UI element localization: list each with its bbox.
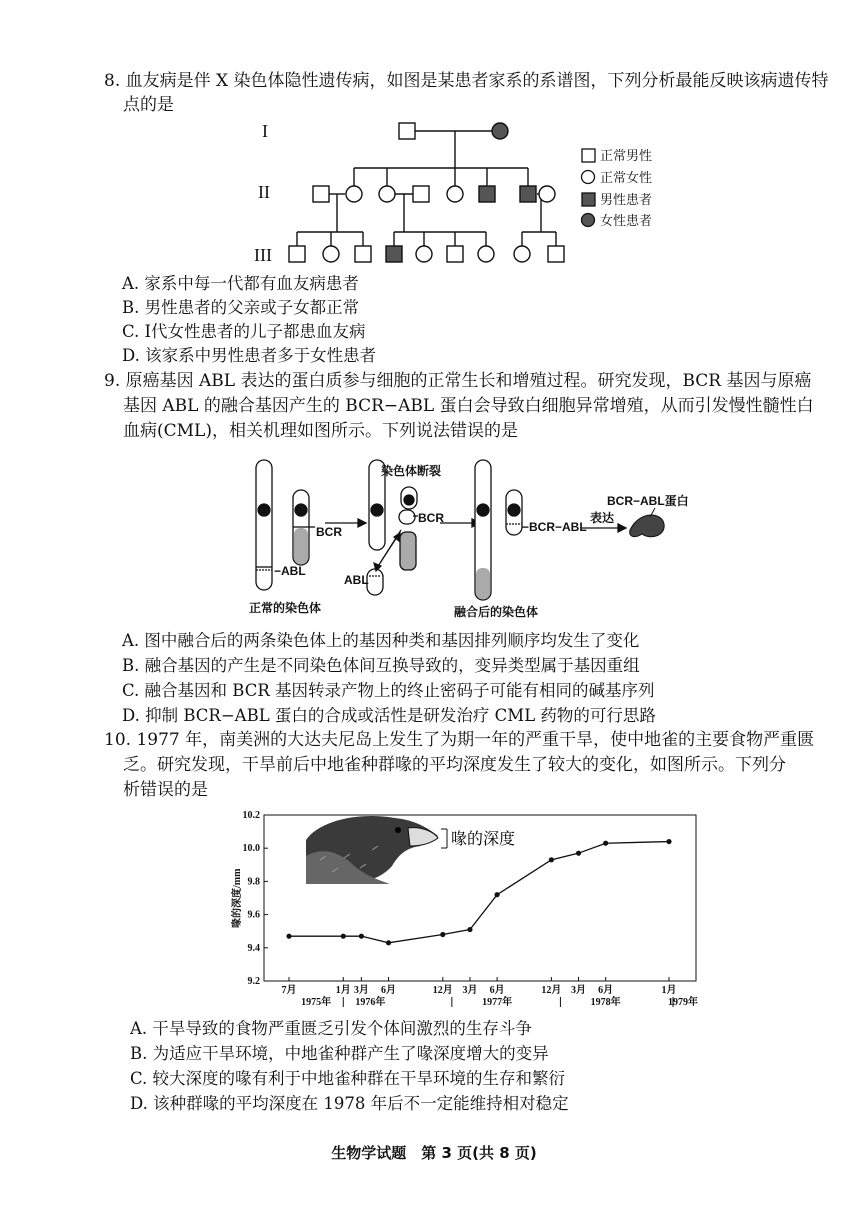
legend-affected-female: 女性患者 [600,214,653,229]
y-tick-label: 10.2 [242,810,260,821]
bcr-abl-label: −BCR−ABL [522,520,587,534]
normal-female-symbol [323,246,339,262]
x-tick-label: 3月 [462,985,478,996]
q9-option-c: C. 融合基因和 BCR 基因转录产物上的终止密码子可能有相同的碱基序列 [122,681,655,700]
normal-female-symbol [478,246,494,262]
generation-label-ii: II [258,182,270,202]
normal-female-symbol [447,186,463,202]
data-point [467,927,472,932]
y-tick-label: 9.6 [247,909,260,921]
q10-stem-line1: 10. 1977 年，南美洲的大达夫尼岛上发生了为期一年的严重干旱，使中地雀的主要食物严重匮 [104,730,815,750]
legend-normal-male: 正常男性 [600,149,653,164]
legend-normal-female: 正常女性 [600,171,653,186]
normal-male-symbol [548,246,564,262]
q10-stem-line3: 析错误的是 [123,780,208,800]
pedigree-individuals [289,123,564,262]
x-year-label: 1975年 [301,997,332,1008]
abl-label-normal: −ABL [274,564,306,578]
normal-female-symbol [346,186,362,202]
x-tick-label: 3月 [571,985,587,996]
beak-depth-label: 喙的深度 [451,829,516,848]
x-tick-label: 1月 [335,985,351,996]
q8-stem-line2: 点的是 [123,95,174,115]
page-footer: 生物学试题 第 3 页(共 8 页) [331,1144,537,1162]
chromosome-break-label: 染色体断裂 [381,464,442,478]
normal-female-symbol [379,186,395,202]
normal-male-symbol [313,186,329,202]
normal-male-symbol [447,246,463,262]
affected-female-symbol [492,123,508,139]
y-axis-label: 喙的深度/mm [232,868,243,928]
data-point [494,892,499,897]
data-point [440,932,445,937]
x-tick-label: 1月 [661,985,677,996]
x-year-label: 1976年 [355,997,386,1008]
x-tick-label: 6月 [598,985,614,996]
pedigree-diagram [0,110,868,280]
q8-option-b: B. 男性患者的父亲或子女都正常 [122,298,360,317]
q9-stem-line3: 血病(CML)，相关机理如图所示。下列说法错误的是 [123,421,518,441]
normal-male-symbol [355,246,371,262]
express-label: 表达 [590,511,615,525]
y-tick-label: 9.4 [247,942,260,954]
x-tick-label: 12月 [432,985,453,996]
legend-affected-male: 男性患者 [600,193,653,208]
x-tick-label: 12月 [541,985,562,996]
x-tick-label: 6月 [381,985,397,996]
y-tick-label: 9.8 [247,876,260,888]
q10-option-b: B. 为适应干旱环境，中地雀种群产生了喙深度增大的变异 [130,1044,549,1063]
x-tick-label: 3月 [353,985,369,996]
q10-option-d: D. 该种群喙的平均深度在 1978 年后不一定能维持相对稳定 [130,1094,569,1113]
data-point [576,851,581,856]
normal-male-symbol [413,186,429,202]
affected-male-symbol [386,246,402,262]
x-year-label: 1978年 [590,997,621,1008]
data-point [666,839,671,844]
q9-option-a: A. 图中融合后的两条染色体上的基因种类和基因排列顺序均发生了变化 [122,631,640,650]
generation-label-iii: III [254,245,272,265]
y-tick-label: 10.0 [242,843,260,855]
beak-depth-chart [0,800,868,1020]
x-axis [282,977,699,1008]
q8-option-d: D. 该家系中男性患者多于女性患者 [122,346,377,365]
data-point [603,841,608,846]
pedigree-legend [582,148,653,229]
data-point [286,934,291,939]
normal-female-symbol [514,246,530,262]
q10-stem-line2: 乏。研究发现，干旱前后中地雀种群喙的平均深度发生了较大的变化，如图所示。下列分 [123,755,786,775]
data-point [341,934,346,939]
bcr-abl-protein-shape [630,515,664,537]
q9-stem-line1: 9. 原癌基因 ABL 表达的蛋白质参与细胞的正常生长和增殖过程。研究发现，BCR 基因与原癌 [104,371,812,391]
normal-female-symbol [539,186,555,202]
q10-option-a: A. 干旱导致的食物严重匮乏引发个体间激烈的生存斗争 [130,1019,532,1038]
q8-stem-line1: 8. 血友病是伴 X 染色体隐性遗传病，如图是某患者家系的系谱图，下列分析最能反映该病遗传特 [104,71,829,91]
normal-chromosome-caption: 正常的染色体 [249,601,322,615]
q9-option-b: B. 融合基因的产生是不同染色体间互换导致的，变异类型属于基因重组 [122,656,640,675]
normal-male-symbol [399,123,415,139]
chromosome-fusion-diagram [0,450,868,625]
x-tick-label: 7月 [281,985,297,996]
bcr-label-normal: BCR [316,525,342,539]
q10-option-c: C. 较大深度的喙有利于中地雀种群在干旱环境的生存和繁衍 [130,1069,566,1088]
protein-label: BCR−ABL蛋白 [607,494,689,508]
data-point [386,940,391,945]
data-point [549,857,554,862]
y-tick-label: 9.2 [247,976,260,987]
abl-label-break: ABL [344,573,369,587]
x-tick-label: 6月 [489,985,505,996]
fused-chromosome-caption: 融合后的染色体 [454,605,539,619]
normal-female-symbol [416,246,432,262]
x-year-label: 1977年 [482,997,513,1008]
q8-option-c: C. Ⅰ代女性患者的儿子都患血友病 [122,322,366,341]
normal-male-symbol [289,246,305,262]
affected-male-symbol [479,186,495,202]
affected-male-symbol [520,186,536,202]
data-point [359,934,364,939]
generation-label-i: I [262,121,268,141]
q9-stem-line2: 基因 ABL 的融合基因产生的 BCR−ABL 蛋白会导致白细胞异常增殖，从而引发慢性髓性白 [123,396,814,416]
q8-option-a: A. 家系中每一代都有血友病患者 [122,274,359,293]
finch-illustration [306,816,447,884]
x-year-label: 1979年 [668,997,698,1008]
q9-option-d: D. 抑制 BCR−ABL 蛋白的合成或活性是研发治疗 CML 药物的可行思路 [122,706,656,725]
bcr-label-break: BCR [418,511,444,525]
